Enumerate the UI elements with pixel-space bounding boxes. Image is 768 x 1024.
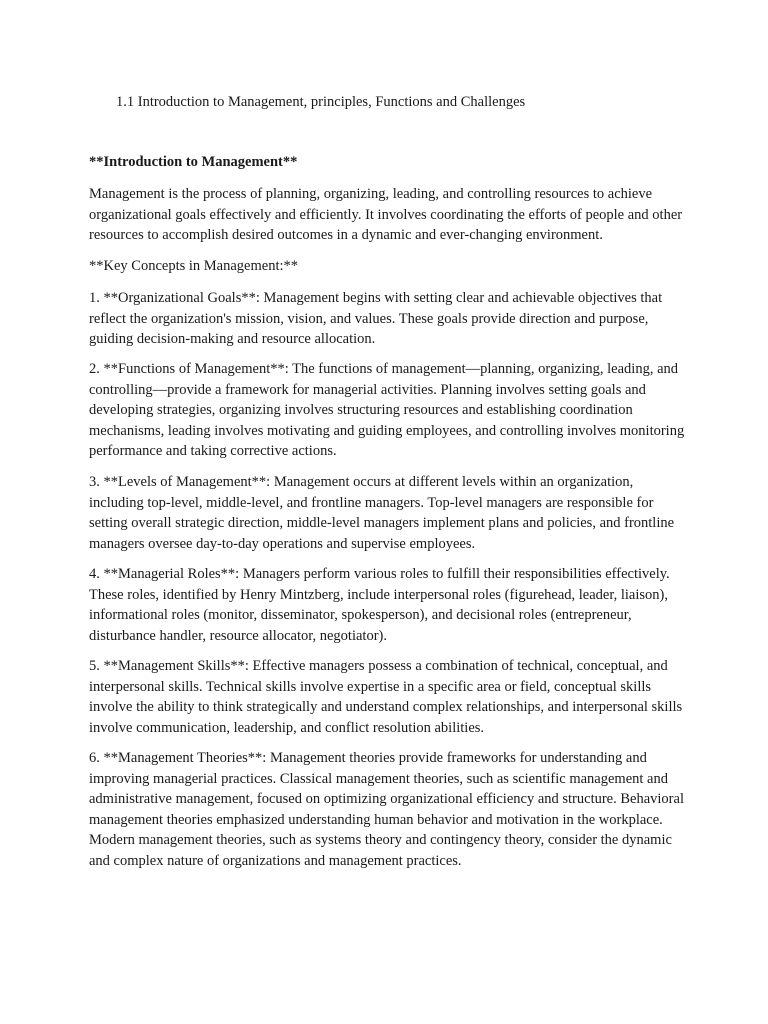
key-concepts-label: **Key Concepts in Management:**: [89, 258, 298, 274]
concept-paragraph-functions: 2. **Functions of Management**: The functions of management—planning, organizing, leading, and controlling—provide a framework for managerial activities. Planning involves setting goals and developing strategies, organizing involves structuring resources and establishing coordination mechanisms, leading involves motivating and guiding employees, and controlling involves monitoring performance and taking corrective actions.: [89, 361, 685, 460]
concept-paragraph-levels: 3. **Levels of Management**: Management occurs at different levels within an organization, including top-level, middle-level, and frontline managers. Top-level managers are responsible for setting overall strategic direction, middle-level managers implement plans and policies, and frontline managers oversee day-to-day operations and supervise employees.: [89, 474, 675, 552]
section-heading: 1.1 Introduction to Management, principles, Functions and Challenges: [116, 94, 526, 110]
intro-title: **Introduction to Management**: [89, 154, 298, 170]
concept-paragraph-organizational-goals: 1. **Organizational Goals**: Management begins with setting clear and achievable objectives that reflect the organization's mission, vision, and values. These goals provide direction and purpose, guiding decision-making and resource allocation.: [89, 290, 663, 348]
concept-paragraph-theories: 6. **Management Theories**: Management theories provide frameworks for understanding and improving managerial practices. Classical management theories, such as scientific management and administrative management, focused on optimizing organizational efficiency and structure. Behavioral management theories emphasized understanding human behavior and motivation in the workplace. Modern management theories, such as systems theory and contingency theory, consider the dynamic and complex nature of organizations and management practices.: [89, 750, 684, 869]
concept-paragraph-skills: 5. **Management Skills**: Effective managers possess a combination of technical, conceptual, and interpersonal skills. Technical skills involve expertise in a specific area or field, conceptual skills involve the ability to think strategically and understand complex relationships, and interpersonal skills involve communication, leadership, and conflict resolution abilities.: [89, 658, 683, 736]
concept-paragraph-roles: 4. **Managerial Roles**: Managers perform various roles to fulfill their responsibilities effectively. These roles, identified by Henry Mintzberg, include interpersonal roles (figurehead, leader, liaison), informational roles (monitor, disseminator, spokesperson), and decisional roles (entrepreneur, disturbance handler, resource allocator, negotiator).: [89, 566, 670, 644]
intro-paragraph: Management is the process of planning, organizing, leading, and controlling resources to achieve organizational goals effectively and efficiently. It involves coordinating the efforts of people and other resources to accomplish desired outcomes in a dynamic and ever-changing environment.: [89, 186, 683, 244]
